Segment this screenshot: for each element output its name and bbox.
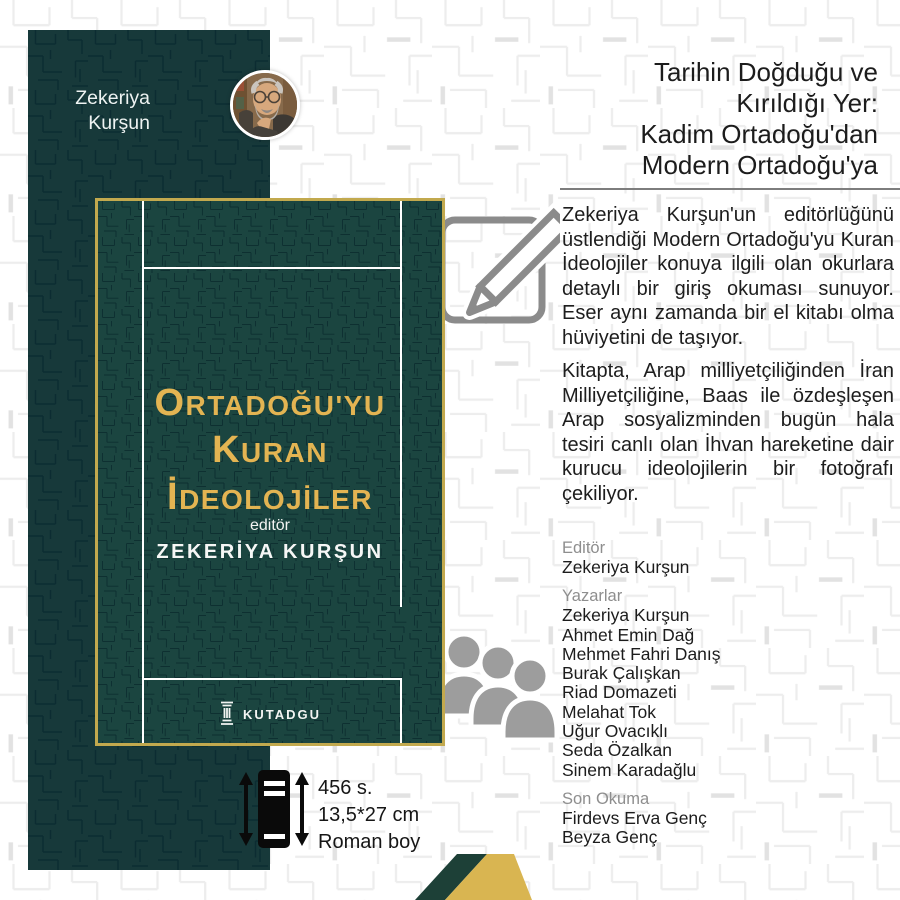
list-item: 456 s. (318, 777, 373, 799)
headline (556, 57, 878, 181)
cover-frame-bottom-rule (142, 678, 402, 680)
bottom-stripes-decoration (398, 850, 548, 900)
book-cover (95, 198, 445, 746)
credits-section (562, 539, 894, 848)
editor-label: Editör (562, 539, 606, 557)
cover-editor-label: editör (249, 517, 291, 534)
list-item: Ahmet Emin Dağ (562, 624, 695, 645)
list-item: Melahat Tok (562, 701, 657, 722)
book-cover-art (98, 201, 442, 743)
proofreading-label: Son Okuma (562, 789, 650, 808)
list-item: Kadim Ortadoğu'dan (640, 119, 878, 149)
author-photo-illustration (233, 73, 297, 137)
list-item: Uğur Ovacıklı (562, 721, 668, 742)
cover-editor-name: ZEKERİYA KURŞUN (156, 541, 384, 563)
author-photo (230, 70, 300, 140)
proofreading-list (562, 809, 894, 848)
list-item: Sinem Karadağlu (562, 759, 697, 780)
list-item: Kırıldığı Yer: (736, 88, 878, 118)
description-paragraph-2: Kitapta, Arap milliyetçiliğinden İran Milliyetçiliğine, Baas ile özdeşleşen Arap sosyalizminden bugün hala tesiri canlı olan İhvan hareketine dair kurucu ideolojilerin bir fotoğrafı çekiliyor. (562, 360, 894, 505)
column-icon (219, 701, 235, 727)
headline-divider (560, 188, 900, 190)
list-item: Tarihin Doğduğu ve (653, 57, 878, 87)
list-item: Mehmet Fahri Danış (562, 643, 721, 664)
authors-label: Yazarlar (562, 587, 623, 606)
list-item: Burak Çalışkan (562, 663, 681, 684)
list-item: KURAN (212, 429, 328, 471)
list-item: Seda Özalkan (562, 740, 672, 761)
list-item: Zekeriya Kurşun (562, 605, 690, 626)
list-item: ORTADOĞU'YU (154, 382, 386, 424)
authors-list (562, 606, 894, 780)
list-item: Riad Domazeti (562, 682, 677, 703)
panel-author-line: Zekeriya (75, 87, 150, 109)
publisher-logo (98, 701, 442, 727)
cover-title (98, 381, 442, 522)
panel-author-line: Kurşun (88, 112, 150, 134)
editor-name: Zekeriya Kurşun (562, 557, 690, 577)
description-paragraph-1: Zekeriya Kurşun'un editörlüğünü üstlendiği Modern Ortadoğu'yu Kuran İdeolojiler konuya ilgili olan okurlara detaylı bir giriş okuması sunuyor. Eser aynı zamanda bir el kitabı olma hüviyetini de taşıyor. (562, 204, 894, 349)
list-item: İDEOLOJİLER (167, 476, 373, 518)
list-item: 13,5*27 cm (318, 804, 420, 826)
list-item: Modern Ortadoğu'ya (641, 150, 878, 180)
book-specs (318, 775, 420, 856)
cover-frame-top-rule (142, 267, 402, 269)
book-spine-icon (234, 766, 314, 852)
list-item: Beyza Genç (562, 827, 658, 848)
list-item: Roman boy (318, 831, 421, 853)
list-item: Firdevs Erva Genç (562, 807, 707, 828)
authors-group-icon (426, 612, 566, 762)
panel-author-name (38, 86, 150, 136)
publisher-name: KUTADGU (242, 706, 322, 722)
